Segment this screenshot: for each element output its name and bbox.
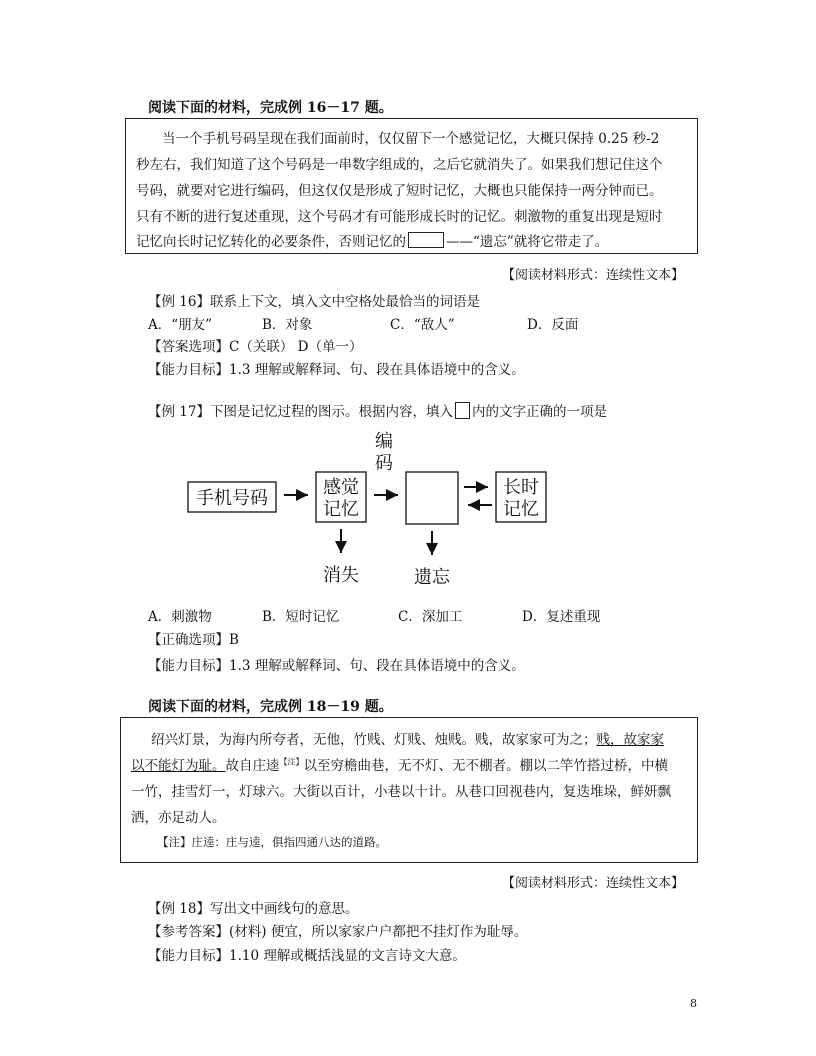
option-c: C．“敌人” (390, 317, 455, 333)
example-17-question (148, 400, 607, 420)
sensory-label-1: 感觉 (323, 477, 359, 498)
example-18-question: 【例 18】写出文中画线句的意思。 (148, 901, 359, 917)
passage-line: 号码，就要对它进行编码，但这仅仅是形成了短时记忆，大概也只能保持一两分钟而已。 (136, 183, 663, 199)
material-form-label: 【阅读材料形式：连续性文本】 (502, 268, 685, 283)
forget-label: 遗忘 (414, 567, 450, 588)
long-term-label-2: 记忆 (503, 499, 539, 520)
underlined-text: 贱，故家家 (596, 732, 664, 748)
section-heading-1: 阅读下面的材料，完成例 16－17 题。 (148, 100, 393, 116)
answer-options: 【答案选项】C（关联） D（单一） (148, 339, 363, 355)
passage-line (151, 728, 664, 748)
long-term-label-1: 长时 (503, 477, 539, 498)
section-heading-2: 阅读下面的材料，完成例 18－19 题。 (148, 699, 393, 715)
page-number: 8 (690, 997, 697, 1010)
question-text: 内的文字正确的一项是 (471, 404, 607, 420)
question-text: 【例 17】下图是记忆过程的图示。根据内容，填入 (148, 404, 453, 420)
passage-box-1 (125, 118, 698, 254)
memory-process-diagram (180, 425, 570, 595)
blank-box (406, 472, 458, 524)
passage-text: 故自庄逵 (225, 758, 280, 774)
passage-text: ——“遗忘”就将它带走了。 (446, 234, 609, 250)
encode-label-1: 编 (375, 431, 393, 452)
passage-text: 绍兴灯景，为海内所夸者，无他，竹贱、灯贱、烛贱。贱，故家家可为之； (151, 732, 597, 748)
ability-goal: 【能力目标】1.10 理解或概括浅显的文言诗文大意。 (148, 948, 466, 964)
passage-text: 以至穷檐曲巷，无不灯、无不棚者。棚以二竿竹搭过桥，中横 (303, 758, 668, 774)
phone-number-label: 手机号码 (196, 488, 268, 509)
encode-label-2: 码 (375, 453, 393, 474)
underlined-text: 以不能灯为耻。 (131, 758, 226, 774)
example-16-question: 【例 16】联系上下文，填入文中空格处最恰当的词语是 (148, 294, 480, 310)
option-d: D．反面 (527, 317, 579, 333)
sensory-label-2: 记忆 (323, 499, 359, 520)
option-a: A．刺激物 (148, 609, 212, 625)
passage-line: 一竹，挂雪灯一，灯球六。大街以百计，小巷以十计。从巷口回视巷内，复迭堆垛，鲜妍飘 (131, 784, 671, 800)
passage-line: 秒左右，我们知道了这个号码是一串数字组成的，之后它就消失了。如果我们想记住这个 (136, 157, 663, 173)
passage-line: 洒，亦足动人。 (131, 810, 226, 826)
option-b: B．短时记忆 (262, 609, 340, 625)
ability-goal: 【能力目标】1.3 理解或解释词、句、段在具体语境中的含义。 (148, 658, 525, 674)
passage-line-last (136, 230, 608, 250)
option-d: D．复述重现 (522, 609, 601, 625)
vanish-label: 消失 (323, 565, 359, 586)
note-mark: 【注】 (279, 757, 304, 767)
footnote: 【注】庄逵：庄与逵，俱指四通八达的道路。 (157, 835, 387, 849)
option-c: C．深加工 (398, 609, 463, 625)
fill-blank-box (408, 232, 444, 248)
passage-line (131, 754, 668, 774)
material-form-label: 【阅读材料形式：连续性文本】 (502, 876, 685, 891)
option-a: A．“朋友” (148, 317, 213, 333)
ability-goal: 【能力目标】1.3 理解或解释词、句、段在具体语境中的含义。 (148, 362, 525, 378)
blank-square (455, 402, 470, 419)
passage-box-2 (120, 717, 698, 863)
correct-option: 【正确选项】B (148, 632, 239, 648)
reference-answer: 【参考答案】(材料) 便宜，所以家家户户都把不挂灯作为耻辱。 (148, 924, 528, 940)
passage-text: 记忆向长时记忆转化的必要条件，否则记忆的 (136, 234, 406, 250)
option-b: B．对象 (262, 317, 313, 333)
passage-line: 当一个手机号码呈现在我们面前时，仅仅留下一个感觉记忆，大概只保持 0.25 秒-2 (162, 131, 660, 147)
passage-line: 只有不断的进行复述重现，这个号码才有可能形成长时的记忆。刺激物的重复出现是短时 (136, 209, 663, 225)
